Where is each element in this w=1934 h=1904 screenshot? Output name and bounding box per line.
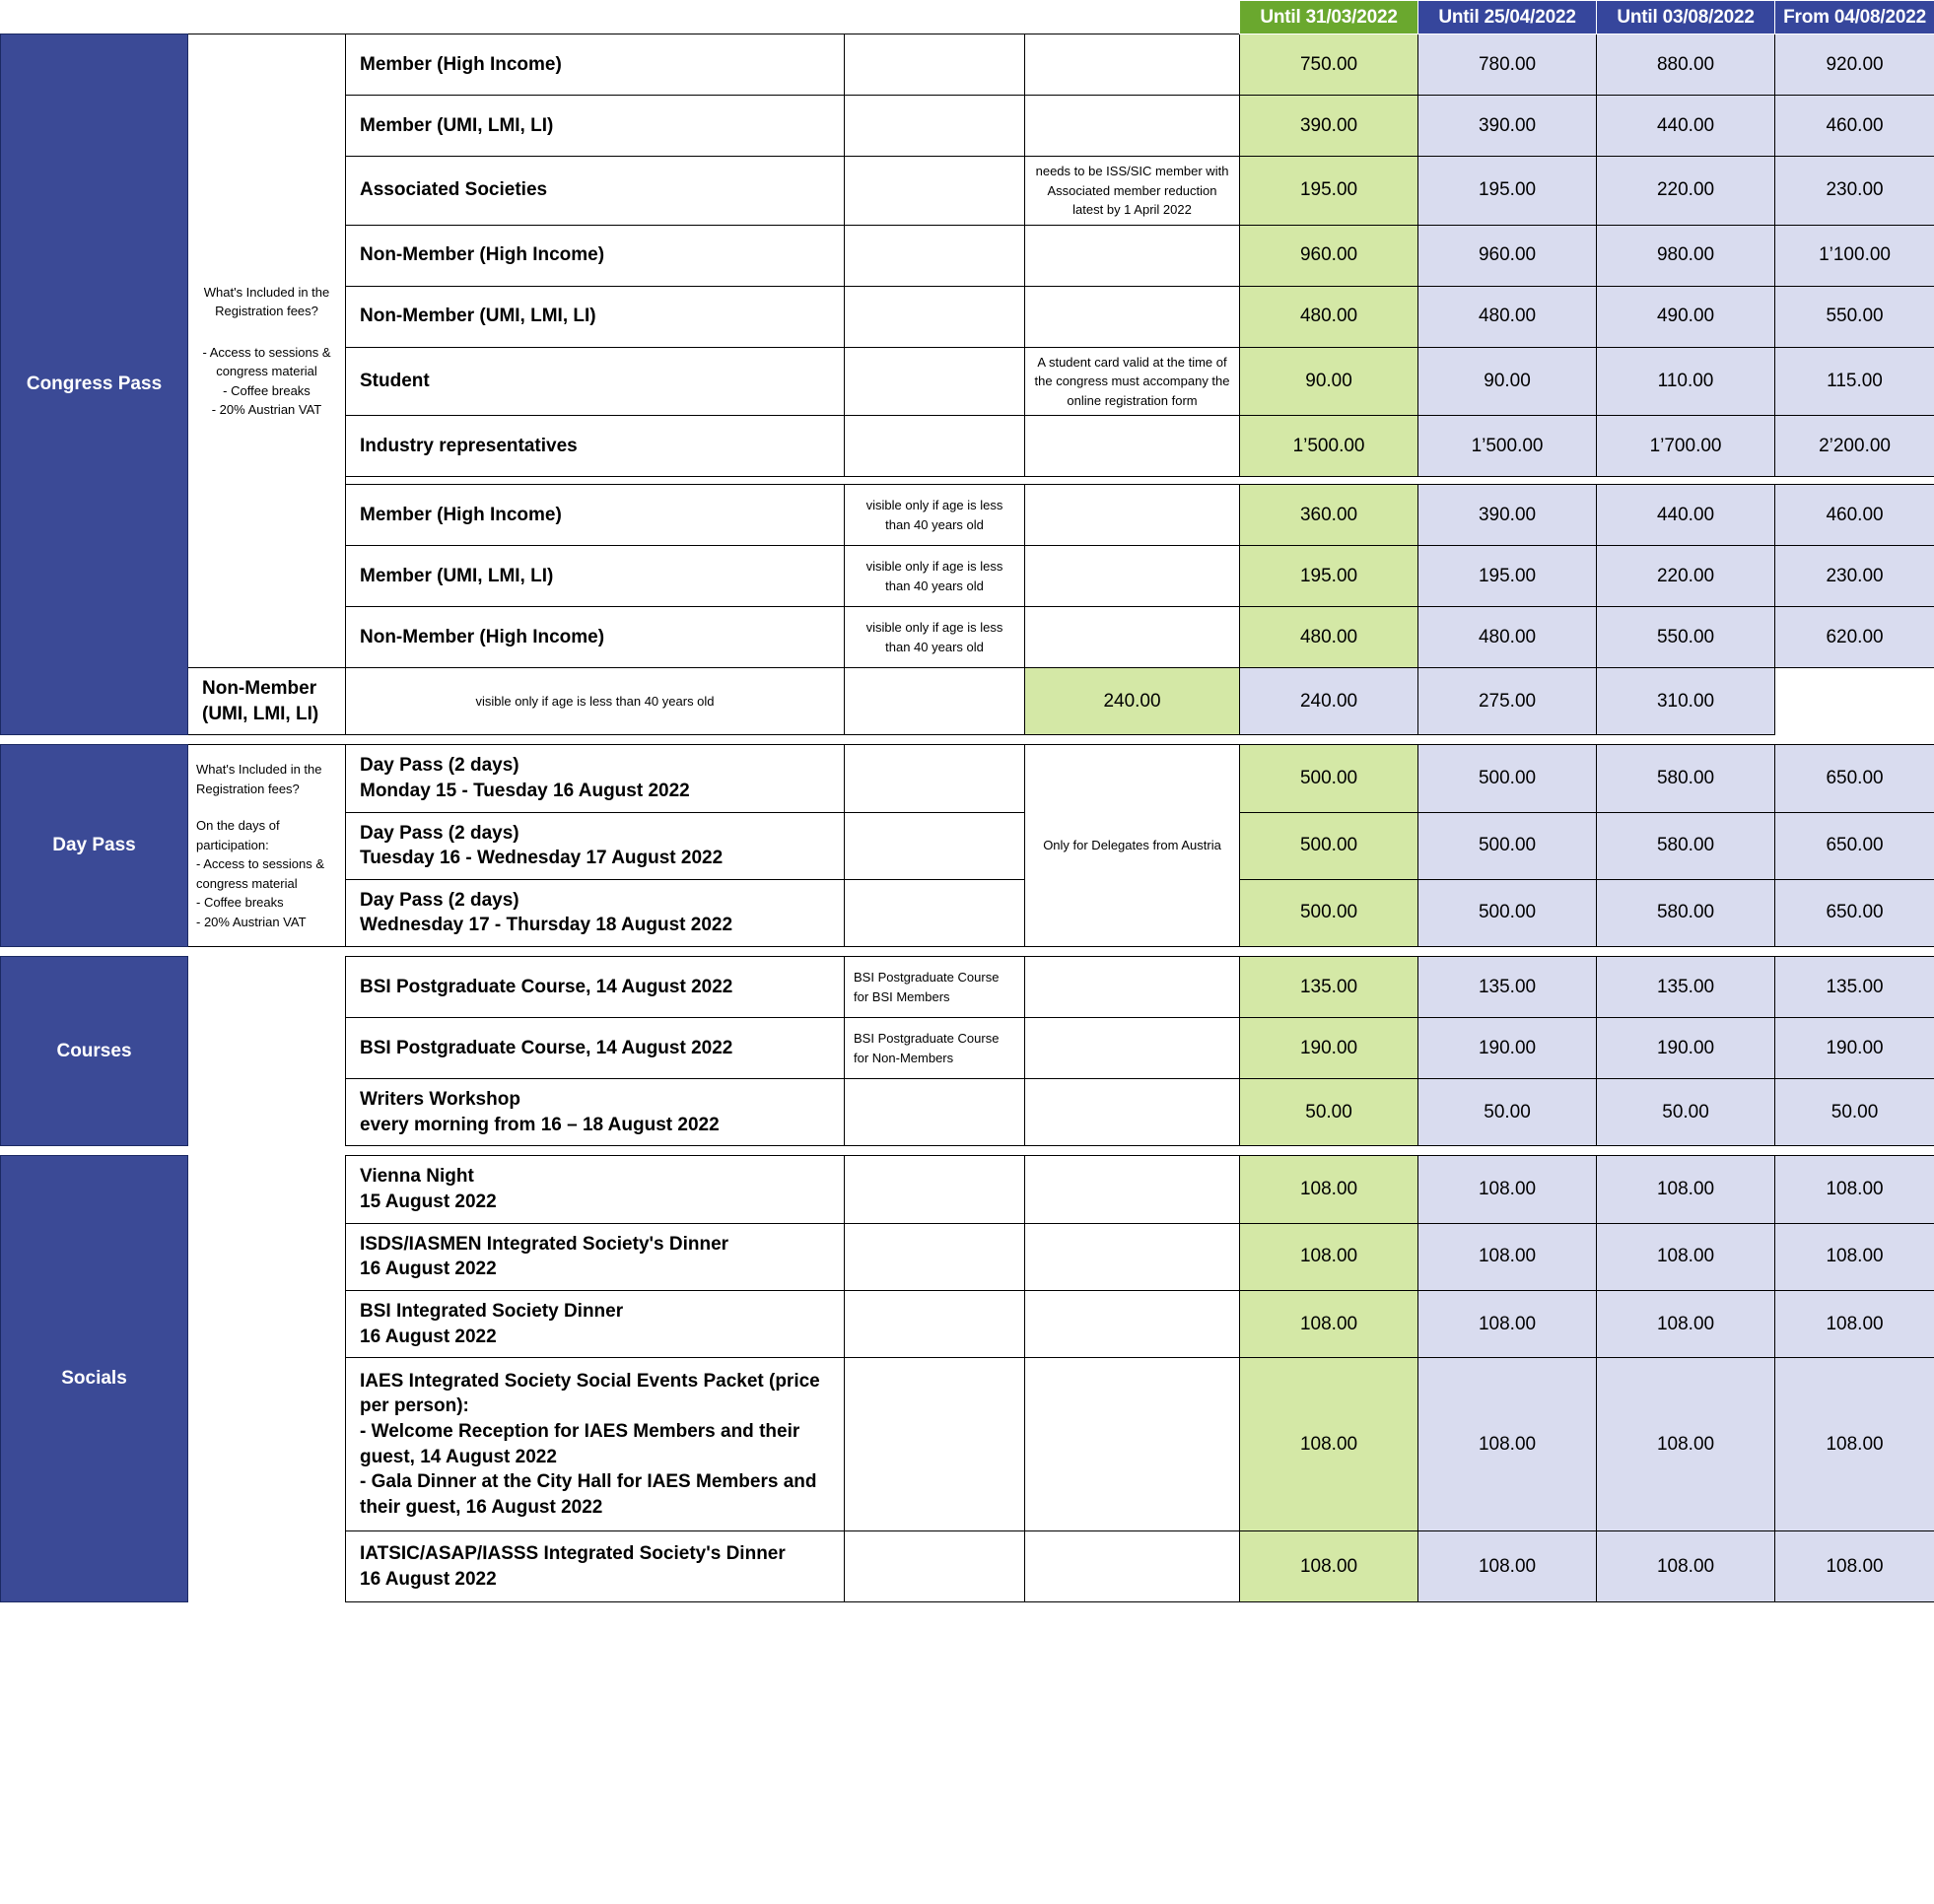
item-label: Non-Member (High Income) [346, 607, 845, 668]
price-cell: 500.00 [1240, 745, 1418, 812]
note-cell [845, 96, 1025, 157]
item-label: Member (UMI, LMI, LI) [346, 546, 845, 607]
price-cell: 108.00 [1597, 1531, 1775, 1602]
note-cell [1025, 1290, 1240, 1357]
spacer-cell [346, 1146, 845, 1156]
item-label [346, 745, 845, 812]
price-cell: 108.00 [1418, 1156, 1597, 1223]
item-line: every morning from 16 – 18 August 2022 [360, 1114, 720, 1135]
price-cell: 500.00 [1240, 812, 1418, 879]
item-line: Day Pass (2 days) [360, 755, 519, 777]
price-cell: 550.00 [1775, 286, 1934, 347]
item-line: 16 August 2022 [360, 1568, 497, 1590]
item-label [346, 879, 845, 946]
item-line: Day Pass (2 days) [360, 822, 519, 844]
price-cell: 460.00 [1775, 96, 1934, 157]
item-label [346, 1156, 845, 1223]
price-cell: 195.00 [1240, 546, 1418, 607]
header-col-until-25-04-2022[interactable]: Until 25/04/2022 [1418, 1, 1597, 34]
note-cell [845, 286, 1025, 347]
note-cell [845, 347, 1025, 416]
price-cell: 480.00 [1240, 286, 1418, 347]
price-cell: 390.00 [1240, 96, 1418, 157]
note-cell [845, 1223, 1025, 1290]
spacer-cell [1418, 947, 1597, 957]
note-cell [845, 34, 1025, 96]
price-cell: 90.00 [1240, 347, 1418, 416]
gap-cell [845, 477, 1025, 485]
price-cell: 480.00 [1418, 607, 1597, 668]
header-col-until-31-03-2022[interactable]: Until 31/03/2022 [1240, 1, 1418, 34]
note-cell [1025, 485, 1240, 546]
note-cell-course-audience: BSI Postgraduate Course for Non-Members [845, 1018, 1025, 1079]
item-line: Tuesday 16 - Wednesday 17 August 2022 [360, 848, 724, 869]
price-cell: 220.00 [1597, 546, 1775, 607]
price-cell: 440.00 [1597, 96, 1775, 157]
price-cell: 2’200.00 [1775, 416, 1934, 477]
included-line: - Coffee breaks [196, 895, 284, 911]
note-cell [845, 416, 1025, 477]
note-cell [845, 1290, 1025, 1357]
price-cell: 108.00 [1775, 1358, 1934, 1531]
item-line: BSI Integrated Society Dinner [360, 1300, 624, 1322]
price-cell: 135.00 [1775, 957, 1934, 1018]
included-line: - Access to sessions & [196, 856, 325, 872]
note-cell [1025, 1531, 1240, 1602]
included-line: - 20% Austrian VAT [211, 402, 322, 417]
price-cell: 480.00 [1240, 607, 1418, 668]
category-socials[interactable]: Socials [1, 1156, 188, 1602]
note-cell [1025, 286, 1240, 347]
item-line: IAES Integrated Society Social Events Packet (price per person): [360, 1370, 820, 1417]
price-cell: 650.00 [1775, 879, 1934, 946]
item-label [346, 1018, 845, 1079]
section-spacer [1, 1146, 1934, 1156]
price-cell: 620.00 [1775, 607, 1934, 668]
spacer-cell [845, 1146, 1025, 1156]
price-cell: 500.00 [1418, 812, 1597, 879]
item-label [346, 812, 845, 879]
spacer-cell [1025, 947, 1240, 957]
price-cell: 108.00 [1597, 1156, 1775, 1223]
note-cell-age-limit: visible only if age is less than 40 years old [346, 668, 845, 735]
item-label [346, 1079, 845, 1146]
included-line: On the days of participation: [196, 818, 280, 852]
header-col-from-04-08-2022[interactable]: From 04/08/2022 [1775, 1, 1934, 34]
included-day-pass [188, 745, 346, 947]
note-cell-age-limit: visible only if age is less than 40 years old [845, 546, 1025, 607]
spacer-cell [1418, 735, 1597, 745]
item-label: Member (High Income) [346, 485, 845, 546]
price-cell: 108.00 [1240, 1223, 1418, 1290]
section-spacer [1, 735, 1934, 745]
item-line: - Gala Dinner at the City Hall for IAES Members and their guest, 16 August 2022 [360, 1471, 817, 1519]
price-cell: 980.00 [1597, 225, 1775, 286]
price-cell: 500.00 [1418, 879, 1597, 946]
note-cell [845, 1358, 1025, 1531]
spacer-cell [1597, 1146, 1775, 1156]
price-cell: 90.00 [1418, 347, 1597, 416]
item-line: 16 August 2022 [360, 1258, 497, 1280]
price-cell: 650.00 [1775, 812, 1934, 879]
price-cell: 50.00 [1597, 1079, 1775, 1146]
price-cell: 750.00 [1240, 34, 1418, 96]
included-courses-empty [188, 957, 346, 1146]
spacer-cell [1597, 735, 1775, 745]
price-cell: 580.00 [1597, 879, 1775, 946]
item-line: IATSIC/ASAP/IASSS Integrated Society's Dinner [360, 1543, 786, 1565]
price-cell: 500.00 [1240, 879, 1418, 946]
item-label: Non-Member (UMI, LMI, LI) [346, 286, 845, 347]
price-cell: 960.00 [1240, 225, 1418, 286]
spacer-cell [1597, 947, 1775, 957]
price-cell: 195.00 [1418, 546, 1597, 607]
price-cell: 220.00 [1597, 157, 1775, 226]
note-cell [845, 812, 1025, 879]
item-line: Day Pass (2 days) [360, 889, 519, 911]
price-cell: 880.00 [1597, 34, 1775, 96]
header-col-until-03-08-2022[interactable]: Until 03/08/2022 [1597, 1, 1775, 34]
note-cell [845, 668, 1025, 735]
included-gap [196, 321, 337, 343]
spacer-cell [346, 947, 845, 957]
table-row [1, 34, 1934, 96]
spacer-cell [845, 735, 1025, 745]
price-cell: 240.00 [1025, 668, 1240, 735]
header-row [1, 1, 1934, 34]
table-row [1, 1156, 1934, 1223]
note-cell [1025, 1156, 1240, 1223]
spacer-cell [188, 947, 346, 957]
spacer-cell [1775, 947, 1934, 957]
spacer-cell [188, 735, 346, 745]
item-line: Vienna Night [360, 1166, 474, 1188]
note-cell [1025, 607, 1240, 668]
note-cell [845, 879, 1025, 946]
price-cell: 275.00 [1418, 668, 1597, 735]
price-cell: 240.00 [1240, 668, 1418, 735]
spacer-cell [1240, 735, 1418, 745]
price-cell: 50.00 [1240, 1079, 1418, 1146]
price-cell: 108.00 [1418, 1531, 1597, 1602]
price-cell: 1’500.00 [1418, 416, 1597, 477]
price-cell: 490.00 [1597, 286, 1775, 347]
included-line: What's Included in the [203, 284, 330, 300]
price-cell: 108.00 [1418, 1358, 1597, 1531]
note-cell [845, 157, 1025, 226]
included-line: - Coffee breaks [223, 382, 311, 398]
item-line: - Welcome Reception for IAES Members and their guest, 14 August 2022 [360, 1421, 800, 1467]
price-cell: 50.00 [1775, 1079, 1934, 1146]
gap-cell [1418, 477, 1597, 485]
included-congress-pass [188, 34, 346, 668]
table-row [1, 957, 1934, 1018]
note-cell [1025, 225, 1240, 286]
note-cell [845, 1531, 1025, 1602]
table-row [1, 745, 1934, 812]
price-cell: 580.00 [1597, 812, 1775, 879]
price-cell: 230.00 [1775, 157, 1934, 226]
price-cell: 190.00 [1240, 1018, 1418, 1079]
price-cell: 390.00 [1418, 485, 1597, 546]
item-label: Student [346, 347, 845, 416]
price-cell: 460.00 [1775, 485, 1934, 546]
price-cell: 650.00 [1775, 745, 1934, 812]
category-day-pass[interactable]: Day Pass [1, 745, 188, 947]
gap-cell [346, 477, 845, 485]
note-cell [1025, 1018, 1240, 1079]
price-cell: 440.00 [1597, 485, 1775, 546]
gap-cell [1597, 477, 1775, 485]
price-cell: 480.00 [1418, 286, 1597, 347]
item-label: Industry representatives [346, 416, 845, 477]
note-cell [845, 745, 1025, 812]
price-cell: 135.00 [1240, 957, 1418, 1018]
spacer-cell [1240, 947, 1418, 957]
price-cell: 550.00 [1597, 607, 1775, 668]
spacer-cell [188, 1146, 346, 1156]
item-label: Non-Member (UMI, LMI, LI) [188, 668, 346, 735]
spacer-cell [1775, 1146, 1934, 1156]
price-cell: 360.00 [1240, 485, 1418, 546]
price-cell: 108.00 [1240, 1358, 1418, 1531]
note-cell-age-limit: visible only if age is less than 40 years old [845, 607, 1025, 668]
price-cell: 108.00 [1240, 1156, 1418, 1223]
included-gap [196, 798, 337, 816]
note-cell [1025, 957, 1240, 1018]
spacer-cell [1, 735, 188, 745]
spacer-cell [845, 947, 1025, 957]
price-cell: 108.00 [1775, 1156, 1934, 1223]
included-line: congress material [196, 875, 298, 891]
included-line: - Access to sessions & [202, 344, 331, 360]
item-line: Writers Workshop [360, 1089, 520, 1111]
spacer-cell [1, 1146, 188, 1156]
note-cell-age-limit: visible only if age is less than 40 years old [845, 485, 1025, 546]
price-cell: 108.00 [1597, 1358, 1775, 1531]
note-cell-austria-only: Only for Delegates from Austria [1025, 745, 1240, 947]
note-cell [1025, 96, 1240, 157]
price-cell: 195.00 [1240, 157, 1418, 226]
section-spacer [1, 947, 1934, 957]
spacer-cell [1025, 735, 1240, 745]
included-line: - 20% Austrian VAT [196, 914, 307, 929]
included-line: congress material [216, 364, 317, 378]
price-cell: 1’700.00 [1597, 416, 1775, 477]
included-socials-empty [188, 1156, 346, 1602]
item-label: Associated Societies [346, 157, 845, 226]
table-row [1, 668, 1934, 735]
note-cell [1025, 1079, 1240, 1146]
note-cell: A student card valid at the time of the congress must accompany the online registration form [1025, 347, 1240, 416]
spacer-cell [346, 735, 845, 745]
price-cell: 108.00 [1775, 1223, 1934, 1290]
gap-cell [1025, 477, 1240, 485]
price-cell: 135.00 [1418, 957, 1597, 1018]
item-label: Non-Member (High Income) [346, 225, 845, 286]
header-spacer [1, 1, 1240, 34]
item-line: ISDS/IASMEN Integrated Society's Dinner [360, 1233, 729, 1255]
price-cell: 390.00 [1418, 96, 1597, 157]
item-label: Member (High Income) [346, 34, 845, 96]
price-cell: 310.00 [1597, 668, 1775, 735]
price-cell: 1’100.00 [1775, 225, 1934, 286]
price-cell: 190.00 [1418, 1018, 1597, 1079]
price-cell: 108.00 [1597, 1223, 1775, 1290]
price-cell: 1’500.00 [1240, 416, 1418, 477]
note-cell [1025, 34, 1240, 96]
item-label [346, 1531, 845, 1602]
item-line: Monday 15 - Tuesday 16 August 2022 [360, 780, 690, 801]
note-cell [845, 1079, 1025, 1146]
item-line: BSI Postgraduate Course, 14 August 2022 [360, 976, 733, 997]
price-cell: 108.00 [1775, 1531, 1934, 1602]
price-cell: 190.00 [1775, 1018, 1934, 1079]
price-cell: 195.00 [1418, 157, 1597, 226]
item-line: Wednesday 17 - Thursday 18 August 2022 [360, 915, 733, 936]
category-congress-pass[interactable]: Congress Pass [1, 34, 188, 735]
gap-cell [1775, 477, 1934, 485]
note-cell [1025, 1358, 1240, 1531]
spacer-cell [1775, 735, 1934, 745]
item-line: 16 August 2022 [360, 1326, 497, 1347]
item-line: 15 August 2022 [360, 1191, 497, 1213]
note-cell [1025, 416, 1240, 477]
price-cell: 190.00 [1597, 1018, 1775, 1079]
price-cell: 108.00 [1240, 1531, 1418, 1602]
note-cell [1025, 546, 1240, 607]
price-cell: 110.00 [1597, 347, 1775, 416]
item-label [346, 957, 845, 1018]
price-cell: 780.00 [1418, 34, 1597, 96]
price-cell: 135.00 [1597, 957, 1775, 1018]
price-cell: 108.00 [1240, 1290, 1418, 1357]
spacer-cell [1, 947, 188, 957]
price-cell: 108.00 [1775, 1290, 1934, 1357]
price-cell: 108.00 [1418, 1290, 1597, 1357]
note-cell: needs to be ISS/SIC member with Associated member reduction latest by 1 April 2022 [1025, 157, 1240, 226]
price-cell: 230.00 [1775, 546, 1934, 607]
note-cell [845, 225, 1025, 286]
category-courses[interactable]: Courses [1, 957, 188, 1146]
spacer-cell [1240, 1146, 1418, 1156]
price-cell: 108.00 [1418, 1223, 1597, 1290]
included-line: What's Included in the [196, 762, 322, 778]
item-label [346, 1290, 845, 1357]
price-cell: 50.00 [1418, 1079, 1597, 1146]
note-cell [1025, 1223, 1240, 1290]
included-line: Registration fees? [215, 304, 318, 318]
spacer-cell [1025, 1146, 1240, 1156]
item-label: Member (UMI, LMI, LI) [346, 96, 845, 157]
price-cell: 108.00 [1597, 1290, 1775, 1357]
price-cell: 960.00 [1418, 225, 1597, 286]
note-cell [845, 1156, 1025, 1223]
price-cell: 115.00 [1775, 347, 1934, 416]
price-cell: 500.00 [1418, 745, 1597, 812]
included-line: Registration fees? [196, 781, 300, 796]
item-label-iaes-packet [346, 1358, 845, 1531]
item-label [346, 1223, 845, 1290]
gap-cell [1240, 477, 1418, 485]
spacer-cell [1418, 1146, 1597, 1156]
item-line: BSI Postgraduate Course, 14 August 2022 [360, 1037, 733, 1058]
note-cell-course-audience: BSI Postgraduate Course for BSI Members [845, 957, 1025, 1018]
price-cell: 920.00 [1775, 34, 1934, 96]
price-cell: 580.00 [1597, 745, 1775, 812]
